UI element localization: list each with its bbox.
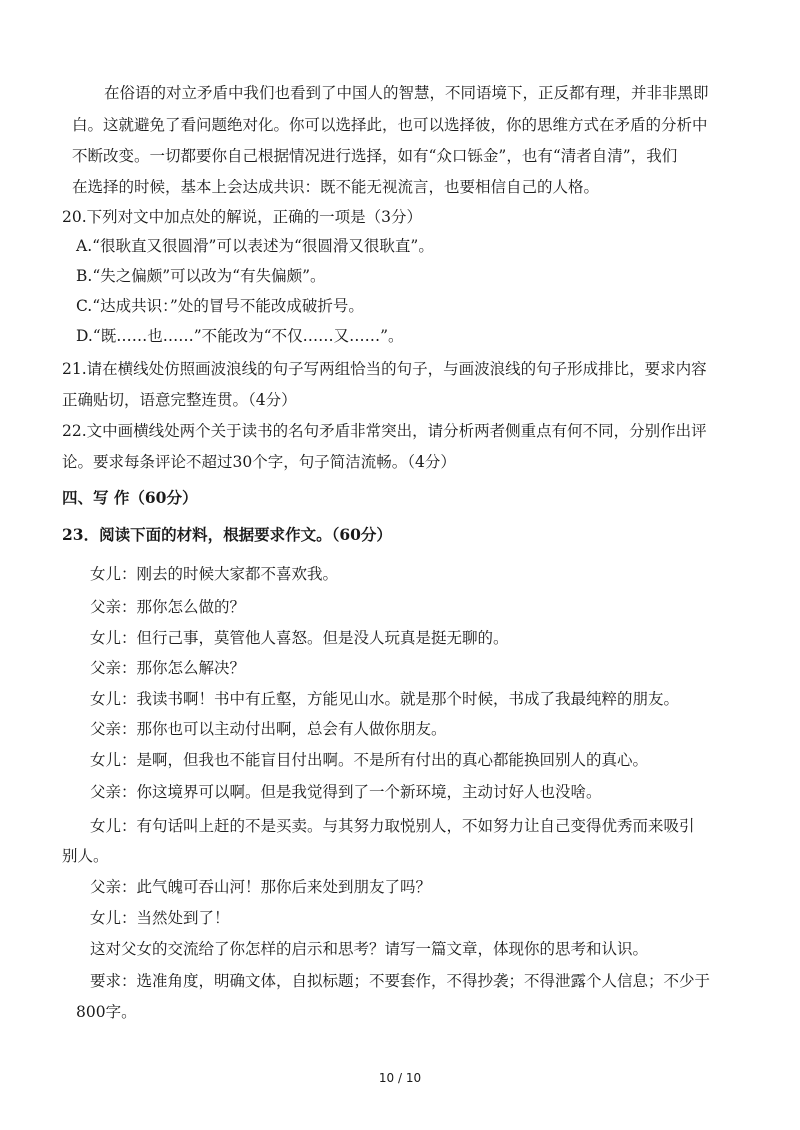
question-20-option-b: B.“失之偏颇”可以改为“有失偏颇”。 — [76, 267, 326, 285]
page-number: 10 / 10 — [378, 1071, 422, 1085]
dialogue-line: 女儿：刚去的时候大家都不喜欢我。 — [90, 565, 339, 583]
paragraph-line: 在俗语的对立矛盾中我们也看到了中国人的智慧，不同语境下，正反都有理，并非非黑即 — [104, 84, 709, 102]
dialogue-line: 父亲：那你怎么解决？ — [90, 659, 246, 677]
paragraph-line: 白。这就避免了看问题绝对化。你可以选择此，也可以选择彼，你的思维方式在矛盾的分析中 — [72, 116, 708, 134]
question-22-line: 22.文中画横线处两个关于读书的名句矛盾非常突出，请分析两者侧重点有何不同，分别作出评 — [62, 422, 707, 440]
dialogue-line: 别人。 — [62, 847, 109, 865]
dialogue-line: 女儿：我读书啊！书中有丘壑，方能见山水。就是那个时候，书成了我最纯粹的朋友。 — [90, 690, 680, 708]
requirements-line: 800字。 — [76, 1003, 137, 1021]
question-22-line: 论。要求每条评论不超过30个字，句子简洁流畅。（4分） — [62, 453, 456, 471]
dialogue-line: 父亲：那你怎么做的？ — [90, 598, 246, 616]
dialogue-line: 父亲：你这境界可以啊。但是我觉得到了一个新环境，主动讨好人也没啥。 — [90, 783, 602, 801]
requirements-line: 要求：选准角度，明确文体，自拟标题；不要套作，不得抄袭；不得泄露个人信息；不少于 — [90, 972, 711, 990]
paragraph-line: 不断改变。一切都要你自己根据情况进行选择，如有“众口铄金”，也有“清者自清”，我们 — [72, 147, 678, 165]
question-21-line: 正确贴切，语意完整连贯。（4分） — [62, 391, 297, 409]
question-20-option-d: D.“既……也……”不能改为“不仅……又……”。 — [76, 327, 404, 345]
paragraph-line: 在选择的时候，基本上会达成共识：既不能无视流言，也要相信自己的人格。 — [72, 178, 600, 196]
question-20-stem: 20.下列对文中加点处的解说，正确的一项是（3分） — [62, 208, 423, 226]
dialogue-line: 父亲：那你也可以主动付出啊，总会有人做你朋友。 — [90, 720, 447, 738]
dialogue-line: 女儿：但行己事，莫管他人喜怒。但是没人玩真是挺无聊的。 — [90, 629, 509, 647]
dialogue-line: 女儿：当然处到了！ — [90, 909, 230, 927]
dialogue-line: 女儿：是啊，但我也不能盲目付出啊。不是所有付出的真心都能换回别人的真心。 — [90, 751, 649, 769]
writing-prompt: 这对父女的交流给了你怎样的启示和思考？请写一篇文章，体现你的思考和认识。 — [90, 940, 649, 958]
question-21-line: 21.请在横线处仿照画波浪线的句子写两组恰当的句子，与画波浪线的句子形成排比，要求内容 — [62, 360, 707, 378]
question-20-option-a: A.“很耿直又很圆滑”可以表述为“很圆滑又很耿直”。 — [76, 237, 434, 255]
dialogue-line: 女儿：有句话叫上赶的不是买卖。与其努力取悦别人，不如努力让自己变得优秀而来吸引 — [90, 817, 695, 835]
question-23-title: 23．阅读下面的材料，根据要求作文。（60分） — [62, 525, 392, 544]
question-20-option-c: C.“达成共识：”处的冒号不能改成破折号。 — [76, 297, 364, 315]
section-4-title: 四、写 作（60分） — [62, 488, 198, 507]
dialogue-line: 父亲：此气魄可吞山河！那你后来处到朋友了吗？ — [90, 878, 432, 896]
